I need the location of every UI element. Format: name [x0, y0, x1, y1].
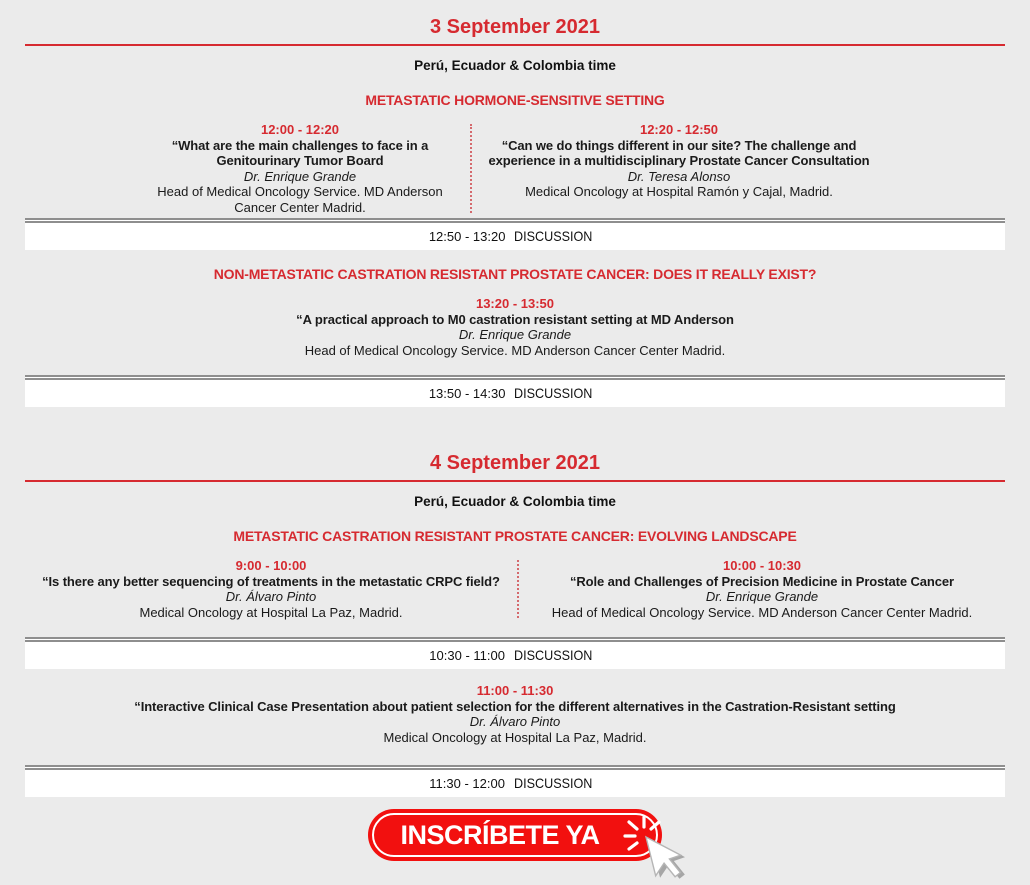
- session-column: [472, 122, 1005, 215]
- day-block-2: [0, 407, 1030, 797]
- session-time: 10:00 - 10:30: [722, 558, 802, 573]
- discussion-time: 13:50 - 14:30: [428, 386, 506, 401]
- date-title: 4 September 2021: [429, 452, 601, 474]
- discussion-band: [25, 765, 1005, 797]
- discussion-band: [25, 637, 1005, 669]
- discussion-band: [25, 218, 1005, 250]
- timezone-label: Perú, Ecuador & Colombia time: [414, 58, 616, 73]
- session-block: [25, 683, 1005, 745]
- discussion-time: 10:30 - 11:00: [429, 648, 505, 663]
- session-time: 12:00 - 12:20: [260, 122, 340, 137]
- session-block: [145, 122, 455, 215]
- discussion-label: DISCUSSION: [514, 228, 593, 244]
- date-title: 3 September 2021: [429, 16, 601, 38]
- speaker-name: Dr. Teresa Alonso: [627, 168, 731, 184]
- discussion-time: 12:50 - 13:20: [428, 229, 506, 244]
- speaker-name: Dr. Enrique Grande: [458, 327, 572, 342]
- session-time: 12:20 - 12:50: [639, 122, 719, 137]
- speaker-affiliation: Medical Oncology at Hospital Ramón y Cajal, Madrid.: [525, 184, 833, 199]
- date-rule: [25, 44, 1005, 46]
- section-heading: METASTATIC CASTRATION RESISTANT PROSTATE CANCER: EVOLVING LANDSCAPE: [233, 528, 797, 544]
- discussion-label: DISCUSSION: [513, 775, 592, 791]
- section-heading: METASTATIC HORMONE-SENSITIVE SETTING: [365, 92, 665, 108]
- discussion-time: 11:30 - 12:00: [429, 776, 505, 791]
- cta-button[interactable]: [368, 809, 662, 861]
- timezone-label: Perú, Ecuador & Colombia time: [414, 494, 616, 509]
- sessions-row: [25, 122, 1005, 215]
- speaker-affiliation: Head of Medical Oncology Service. MD Anderson Cancer Center Madrid.: [551, 604, 973, 620]
- session-column: [25, 558, 517, 620]
- speaker-name: Dr. Álvaro Pinto: [469, 714, 561, 729]
- session-column: [25, 122, 470, 215]
- speaker-affiliation: Head of Medical Oncology Service. MD Anderson Cancer Center Madrid.: [304, 342, 726, 358]
- session-title: “Is there any better sequencing of treatments in the metastatic CRPC field?: [42, 573, 500, 589]
- speaker-name: Dr. Enrique Grande: [243, 168, 357, 184]
- session-column: [519, 558, 1005, 620]
- session-title: “Interactive Clinical Case Presentation about patient selection for the different alternatives in the Castration-Resistant setting: [134, 698, 896, 714]
- cta-label: INSCRÍBETE YA: [400, 820, 600, 850]
- session-time: 9:00 - 10:00: [235, 558, 307, 573]
- day-block-1: [0, 0, 1030, 407]
- session-block: [25, 296, 1005, 358]
- session-title: “Role and Challenges of Precision Medicine in Prostate Cancer: [569, 573, 954, 589]
- discussion-band: [25, 375, 1005, 407]
- session-time: 11:00 - 11:30: [476, 683, 554, 698]
- click-cursor-icon: [614, 811, 684, 885]
- cta-container: [0, 809, 1030, 861]
- speaker-name: Dr. Álvaro Pinto: [225, 589, 317, 604]
- speaker-affiliation: Medical Oncology at Hospital La Paz, Madrid.: [139, 604, 403, 620]
- section-heading: NON-METASTATIC CASTRATION RESISTANT PROSTATE CANCER: DOES IT REALLY EXIST?: [213, 266, 817, 282]
- discussion-label: DISCUSSION: [513, 647, 592, 663]
- session-block: [476, 122, 882, 215]
- session-block: [27, 558, 515, 620]
- date-rule: [25, 480, 1005, 482]
- speaker-affiliation: Medical Oncology at Hospital La Paz, Madrid.: [383, 729, 647, 745]
- session-title: “A practical approach to M0 castration resistant setting at MD Anderson: [296, 311, 734, 327]
- session-title: “Can we do things different in our site? The challenge and experience in a multidisciplinary Prostate Cancer Consultation: [488, 137, 870, 168]
- sessions-row: [25, 558, 1005, 620]
- speaker-name: Dr. Enrique Grande: [705, 589, 819, 604]
- discussion-label: DISCUSSION: [514, 385, 593, 401]
- session-time: 13:20 - 13:50: [475, 296, 555, 311]
- session-title: “What are the main challenges to face in a Genitourinary Tumor Board: [171, 137, 429, 168]
- speaker-affiliation: Head of Medical Oncology Service. MD Anderson Cancer Center Madrid.: [157, 184, 443, 215]
- session-block: [523, 558, 1001, 620]
